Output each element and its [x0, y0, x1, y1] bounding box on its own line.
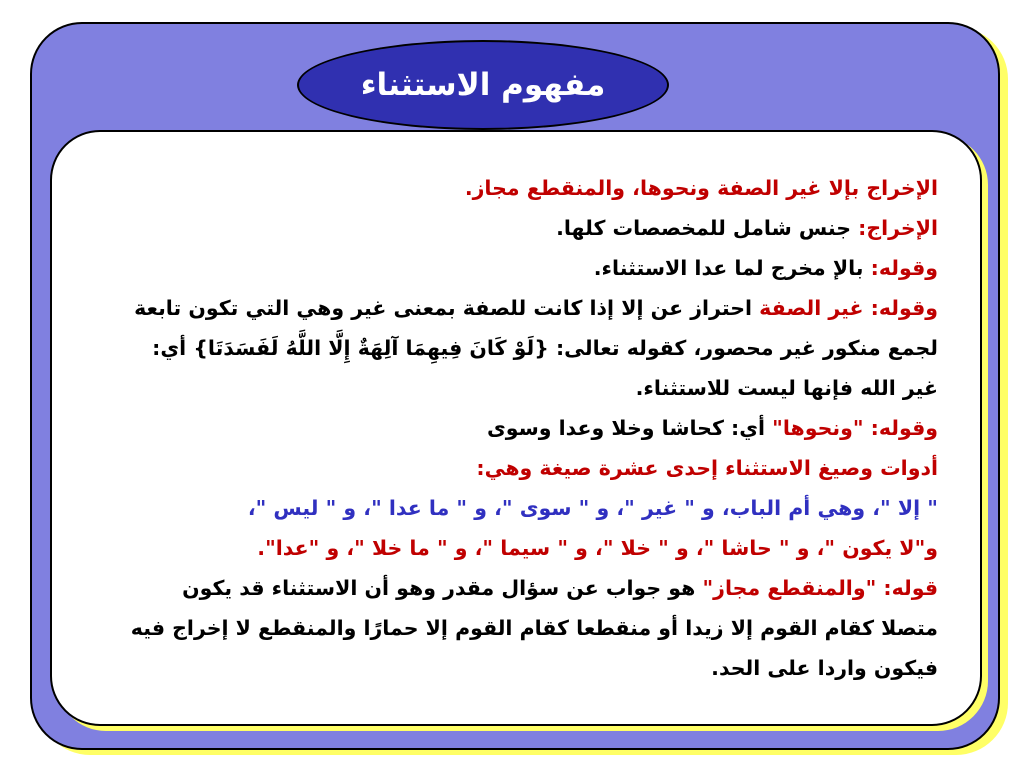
line-4-part-a: وقوله: غير الصفة [759, 296, 938, 320]
line-1-part-a: الإخراج بإلا غير الصفة ونحوها، والمنقطع مجاز. [464, 176, 938, 200]
line-13-part-b: فيكون واردا على الحد. [711, 656, 938, 680]
line-3-part-a: وقوله: [870, 256, 938, 280]
line-7-part-a: وقوله: "ونحوها" [772, 416, 938, 440]
text-line-13 [64, 648, 938, 688]
line-11-part-a: قوله: "والمنقطع مجاز" [702, 576, 938, 600]
line-2-part-b: جنس شامل للمخصصات كلها. [556, 216, 859, 240]
text-line-1 [64, 168, 938, 208]
line-6-part-b: غير الله فإنها ليست للاستثناء. [635, 376, 938, 400]
text-line-2 [64, 208, 938, 248]
page-title: مفهوم الاستثناء [360, 67, 606, 103]
line-9-part-a: " إلا "، وهي أم الباب، و " غير "، و " سوى "، و " ما عدا "، و " ليس "، [247, 496, 938, 520]
line-7-part-b: أي: كحاشا وخلا وعدا وسوى [486, 416, 773, 440]
line-10-part-a: و"لا يكون "، و " حاشا "، و " خلا "، و " سيما "، و " ما خلا "، و "عدا". [257, 536, 938, 560]
content-body [64, 168, 938, 688]
text-line-7 [64, 408, 938, 448]
line-5-part-b: لجمع منكور غير محصور، كقوله تعالى: {لَوْ كَانَ فِيهِمَا آلِهَةٌ إِلَّا اللَّهُ لَفَسَدَتَا} أي: [152, 336, 938, 360]
text-line-5 [64, 328, 938, 368]
line-2-part-a: الإخراج: [858, 216, 938, 240]
line-3-part-b: بالإ مخرج لما عدا الاستثناء. [593, 256, 871, 280]
text-line-6 [64, 368, 938, 408]
line-4-part-b: احتراز عن إلا إذا كانت للصفة بمعنى غير وهي التي تكون تابعة [134, 296, 760, 320]
text-line-10 [64, 528, 938, 568]
text-line-8 [64, 448, 938, 488]
line-8-part-a: أدوات وصيغ الاستثناء إحدى عشرة صيغة وهي: [476, 456, 938, 480]
text-line-12 [64, 608, 938, 648]
text-line-3 [64, 248, 938, 288]
text-line-11 [64, 568, 938, 608]
title-banner [297, 40, 669, 130]
line-12-part-b: متصلا كقام القوم إلا زيدا أو منقطعا كقام القوم إلا حمارًا والمنقطع لا إخراج فيه [130, 616, 938, 640]
line-11-part-b: هو جواب عن سؤال مقدر وهو أن الاستثناء قد يكون [182, 576, 703, 600]
text-line-4 [64, 288, 938, 328]
text-line-9 [64, 488, 938, 528]
